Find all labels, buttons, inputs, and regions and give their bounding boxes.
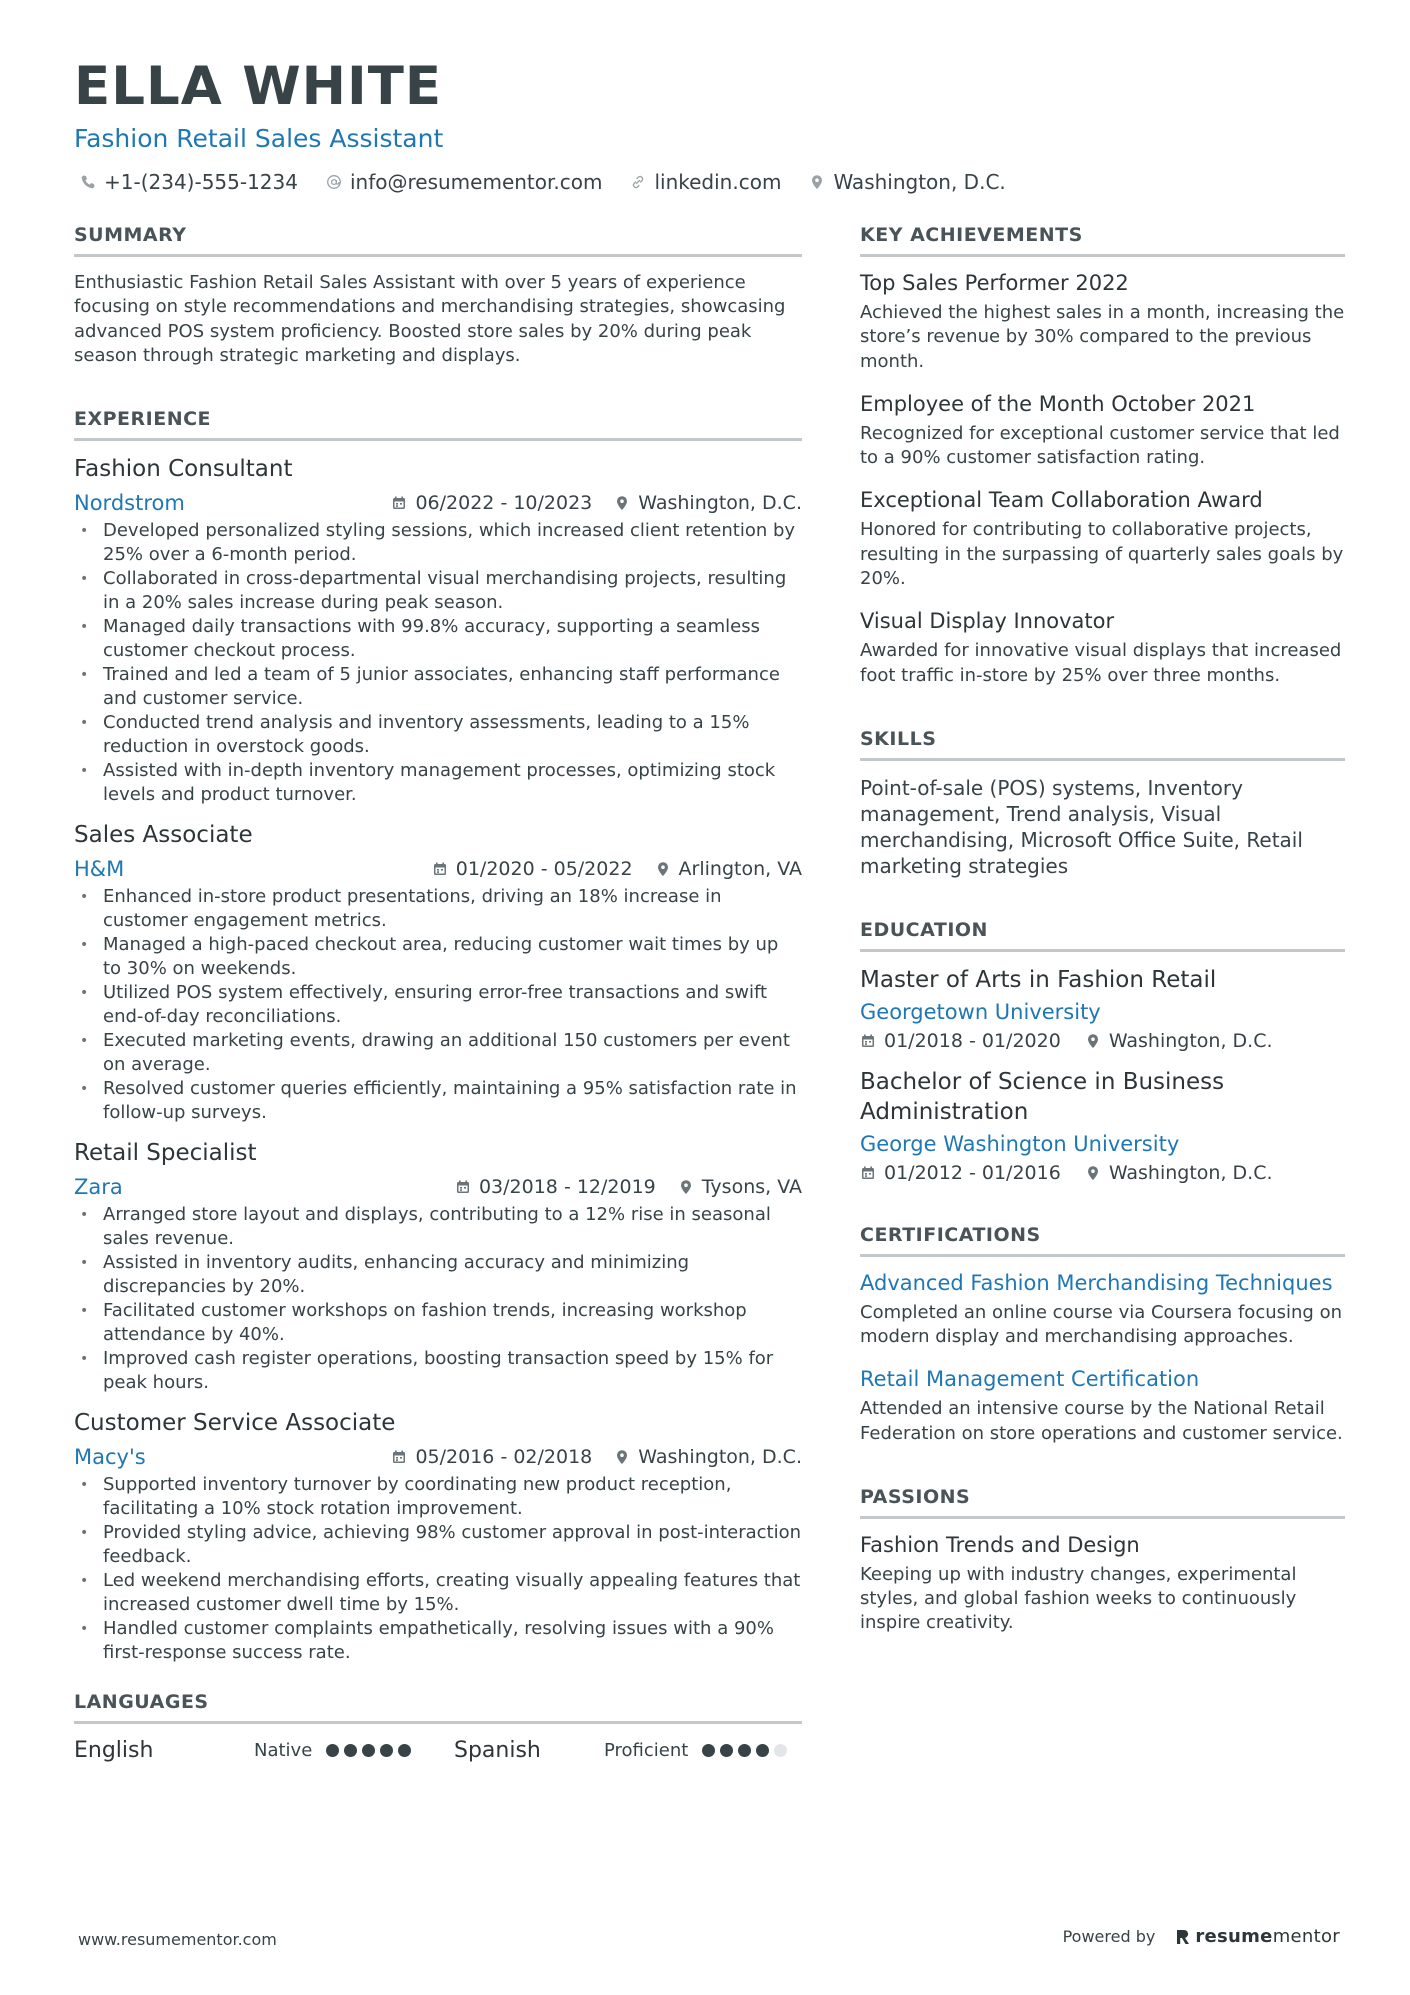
passion-text: Keeping up with industry changes, experimental styles, and global fashion weeks to continuously inspire creativity.: [860, 1563, 1297, 1634]
job-list: [74, 455, 802, 1665]
bullet-item: • Arranged store layout and displays, contributing to a 12% rise in seasonal sales revenue.: [74, 1203, 802, 1251]
degree-name: Bachelor of Science in Business Administration: [860, 1068, 1225, 1125]
achievement-title: Top Sales Performer 2022: [860, 271, 1129, 295]
job-entry: [74, 455, 802, 807]
map-pin-icon: [614, 495, 630, 511]
job-title: Sales Associate: [74, 822, 253, 849]
education-list: [860, 966, 1345, 1184]
company-name: Zara: [74, 1174, 123, 1199]
job-dates-text: 05/2016 - 02/2018: [415, 1445, 593, 1468]
certification-list: [860, 1271, 1345, 1446]
job-bullets: [74, 1203, 802, 1395]
job-location-text: Washington, D.C.: [638, 492, 802, 515]
achievement-text: Awarded for innovative visual displays that increased foot traffic in-store by 25% over three months.: [860, 640, 1342, 686]
brand-bold: resume: [1195, 1926, 1273, 1947]
job-bullets: [74, 519, 802, 807]
at-icon: [326, 174, 342, 190]
achievement-item: [860, 392, 1345, 471]
link-text: linkedin.com: [654, 170, 782, 194]
language-level: Native: [254, 1739, 313, 1761]
passion-list: [860, 1533, 1345, 1636]
calendar-icon: [455, 1179, 471, 1195]
job-meta: [74, 857, 802, 881]
rating-dot: [344, 1744, 357, 1757]
job-meta-right: [455, 1176, 802, 1198]
bullet-item: • Led weekend merchandising efforts, creating visually appealing features that increased customer dwell time by 15%.: [74, 1569, 802, 1617]
degree-name: Master of Arts in Fashion Retail: [860, 966, 1217, 993]
rating-dot: [756, 1744, 769, 1757]
powered-by-label: Powered by: [1062, 1927, 1156, 1946]
company-name: Nordstrom: [74, 491, 185, 516]
bullet-item: • Facilitated customer workshops on fashion trends, increasing workshop attendance by 40%.: [74, 1299, 802, 1347]
rating-dot: [326, 1744, 339, 1757]
certification-text: Completed an online course via Coursera focusing on modern display and merchandising approaches.: [860, 1301, 1342, 1347]
job-dates-text: 01/2020 - 05/2022: [455, 857, 633, 880]
job-meta-right: [391, 492, 802, 514]
job-dates-text: 03/2018 - 12/2019: [478, 1175, 656, 1198]
calendar-icon: [432, 861, 448, 877]
company-name: H&M: [74, 856, 125, 881]
job-entry: [74, 821, 802, 1125]
right-column: [860, 224, 1345, 1676]
achievement-title: Exceptional Team Collaboration Award: [860, 488, 1263, 513]
education-dates: [860, 1162, 1061, 1184]
candidate-role: Fashion Retail Sales Assistant: [74, 124, 444, 153]
footer-branding: [1063, 1926, 1340, 1947]
job-meta-right: [432, 858, 802, 880]
job-location-text: Tysons, VA: [701, 1175, 802, 1198]
map-pin-icon: [1085, 1033, 1101, 1049]
bullet-item: • Enhanced in-store product presentations, driving an 18% increase in customer engagement metrics.: [74, 885, 802, 933]
job-entry: [74, 1139, 802, 1395]
languages-section: [74, 1691, 802, 1763]
map-pin-icon: [809, 174, 825, 190]
location-text: Washington, D.C.: [833, 170, 1006, 194]
rating-dot: [380, 1744, 393, 1757]
calendar-icon: [391, 495, 407, 511]
phone-text: +1-(234)-555-1234: [104, 170, 298, 194]
achievement-item: [860, 271, 1345, 374]
rating-dot: [702, 1744, 715, 1757]
school-name: George Washington University: [860, 1131, 1180, 1156]
achievement-title: Visual Display Innovator: [860, 609, 1115, 634]
experience-heading: EXPERIENCE: [74, 408, 802, 441]
contact-link[interactable]: [630, 170, 781, 194]
candidate-name: ELLA WHITE: [74, 56, 443, 117]
education-dates: [860, 1030, 1061, 1052]
language-rating: [702, 1744, 787, 1757]
education-meta: [860, 1030, 1345, 1052]
achievement-title: Employee of the Month October 2021: [860, 391, 1256, 416]
bullet-item: • Conducted trend analysis and inventory assessments, leading to a 15% reduction in overstock goods.: [74, 711, 802, 759]
certification-item: [860, 1271, 1345, 1350]
bullet-item: • Provided styling advice, achieving 98% customer approval in post-interaction feedback.: [74, 1521, 802, 1569]
education-location: [1085, 1030, 1273, 1052]
education-heading: EDUCATION: [860, 919, 1345, 952]
rating-dot: [738, 1744, 751, 1757]
phone-icon: [80, 174, 96, 190]
job-meta: [74, 1175, 802, 1199]
job-title: Fashion Consultant: [74, 456, 293, 483]
education-item: [860, 966, 1345, 1052]
language-name: Spanish: [454, 1737, 541, 1763]
achievement-text: Recognized for exceptional customer service that led to a 90% customer satisfaction rating.: [860, 422, 1340, 469]
bullet-item: • Assisted in inventory audits, enhancing accuracy and minimizing discrepancies by 20%.: [74, 1251, 802, 1299]
language-rating: [326, 1744, 411, 1757]
left-column: [74, 224, 802, 1763]
education-dates-text: 01/2018 - 01/2020: [884, 1029, 1061, 1052]
skills-heading: SKILLS: [860, 728, 1345, 761]
certification-title[interactable]: Advanced Fashion Merchandising Techniques: [860, 1270, 1333, 1295]
education-section: [860, 919, 1345, 1184]
job-dates: [455, 1176, 656, 1198]
languages-heading: LANGUAGES: [74, 1691, 802, 1724]
calendar-icon: [391, 1449, 407, 1465]
skills-text: Point-of-sale (POS) systems, Inventory management, Trend analysis, Visual merchandising, Microsoft Office Suite, Retail marketing strategies: [860, 775, 1303, 878]
passions-section: [860, 1486, 1345, 1636]
certification-title[interactable]: Retail Management Certification: [860, 1367, 1200, 1392]
job-location: [678, 1176, 802, 1198]
job-dates: [391, 1446, 592, 1468]
experience-section: [74, 408, 802, 1665]
job-location: [614, 1446, 802, 1468]
contact-phone[interactable]: [80, 170, 298, 194]
achievement-item: [860, 609, 1345, 688]
language-item: [454, 1738, 787, 1763]
summary-text: Enthusiastic Fashion Retail Sales Assistant with over 5 years of experience focusing on style recommendations and merchandising strategies, showcasing advanced POS system proficiency. Boosted store sales by 20% during peak season through strategic marketing and displays.: [74, 272, 786, 366]
certifications-heading: CERTIFICATIONS: [860, 1224, 1345, 1257]
map-pin-icon: [655, 861, 671, 877]
bullet-item: • Improved cash register operations, boosting transaction speed by 15% for peak hours.: [74, 1347, 802, 1395]
rating-dot: [774, 1744, 787, 1757]
calendar-icon: [860, 1165, 876, 1181]
job-dates: [432, 858, 633, 880]
passion-item: [860, 1533, 1345, 1636]
job-meta: [74, 491, 802, 515]
achievements-heading: KEY ACHIEVEMENTS: [860, 224, 1345, 257]
bullet-item: • Assisted with in-depth inventory management processes, optimizing stock levels and product turnover.: [74, 759, 802, 807]
bullet-item: • Developed personalized styling sessions, which increased client retention by 25% over a 6-month period.: [74, 519, 802, 567]
brand-mark-icon: [1175, 1928, 1191, 1946]
link-icon: [630, 174, 646, 190]
school-name: Georgetown University: [860, 999, 1101, 1024]
contact-location: [809, 170, 1005, 194]
job-title: Customer Service Associate: [74, 1409, 396, 1436]
job-location-text: Washington, D.C.: [638, 1445, 802, 1468]
rating-dot: [362, 1744, 375, 1757]
achievements-section: [860, 224, 1345, 688]
passions-heading: PASSIONS: [860, 1486, 1345, 1519]
job-title: Retail Specialist: [74, 1139, 257, 1166]
language-item: [74, 1738, 454, 1763]
bullet-item: • Managed daily transactions with 99.8% accuracy, supporting a seamless customer checkout process.: [74, 615, 802, 663]
rating-dot: [398, 1744, 411, 1757]
calendar-icon: [860, 1033, 876, 1049]
summary-heading: SUMMARY: [74, 224, 802, 257]
job-dates: [391, 492, 592, 514]
passion-title: Fashion Trends and Design: [860, 1532, 1140, 1557]
bullet-item: • Supported inventory turnover by coordinating new product reception, facilitating a 10% stock rotation improvement.: [74, 1473, 802, 1521]
bullet-item: • Managed a high-paced checkout area, reducing customer wait times by up to 30% on weekends.: [74, 933, 802, 981]
job-bullets: [74, 1473, 802, 1665]
education-location-text: Washington, D.C.: [1108, 1029, 1273, 1052]
job-entry: [74, 1409, 802, 1665]
bullet-item: • Executed marketing events, drawing an additional 150 customers per event on average.: [74, 1029, 802, 1077]
education-location-text: Washington, D.C.: [1108, 1161, 1273, 1184]
education-item: [860, 1068, 1345, 1184]
skills-section: [860, 728, 1345, 879]
education-location: [1085, 1162, 1273, 1184]
language-name: English: [74, 1737, 154, 1763]
map-pin-icon: [678, 1179, 694, 1195]
job-location: [614, 492, 802, 514]
map-pin-icon: [614, 1449, 630, 1465]
contact-bar: [80, 170, 1336, 194]
brand-logo[interactable]: [1175, 1926, 1340, 1947]
bullet-item: • Trained and led a team of 5 junior associates, enhancing staff performance and customer service.: [74, 663, 802, 711]
footer-website[interactable]: www.resumementor.com: [78, 1930, 277, 1949]
language-list: [74, 1738, 802, 1763]
company-name: Macy's: [74, 1444, 146, 1469]
job-meta-right: [391, 1446, 802, 1468]
summary-section: [74, 224, 802, 368]
education-dates-text: 01/2012 - 01/2016: [884, 1161, 1061, 1184]
rating-dot: [720, 1744, 733, 1757]
job-dates-text: 06/2022 - 10/2023: [415, 492, 593, 515]
certification-text: Attended an intensive course by the National Retail Federation on store operations and customer service.: [860, 1398, 1343, 1444]
brand-rest: mentor: [1272, 1926, 1340, 1947]
map-pin-icon: [1085, 1165, 1101, 1181]
achievement-list: [860, 271, 1345, 688]
bullet-item: • Collaborated in cross-departmental visual merchandising projects, resulting in a 20% sales increase during peak season.: [74, 567, 802, 615]
achievement-text: Achieved the highest sales in a month, increasing the store’s revenue by 30% compared to the previous month.: [860, 302, 1345, 372]
achievement-text: Honored for contributing to collaborative projects, resulting in the surpassing of quarterly sales goals by 20%.: [860, 519, 1344, 590]
job-meta: [74, 1445, 802, 1469]
email-text: info@resumementor.com: [349, 170, 603, 194]
job-location: [655, 858, 802, 880]
bullet-item: • Handled customer complaints empathetically, resolving issues with a 90% first-response success rate.: [74, 1617, 802, 1665]
job-bullets: [74, 885, 802, 1125]
bullet-item: • Utilized POS system effectively, ensuring error-free transactions and swift end-of-day reconciliations.: [74, 981, 802, 1029]
contact-email[interactable]: [326, 170, 602, 194]
certification-item: [860, 1367, 1345, 1446]
bullet-item: • Resolved customer queries efficiently, maintaining a 95% satisfaction rate in follow-up surveys.: [74, 1077, 802, 1125]
job-location-text: Arlington, VA: [678, 857, 802, 880]
education-meta: [860, 1162, 1345, 1184]
language-level: Proficient: [604, 1739, 689, 1761]
achievement-item: [860, 488, 1345, 591]
certifications-section: [860, 1224, 1345, 1446]
